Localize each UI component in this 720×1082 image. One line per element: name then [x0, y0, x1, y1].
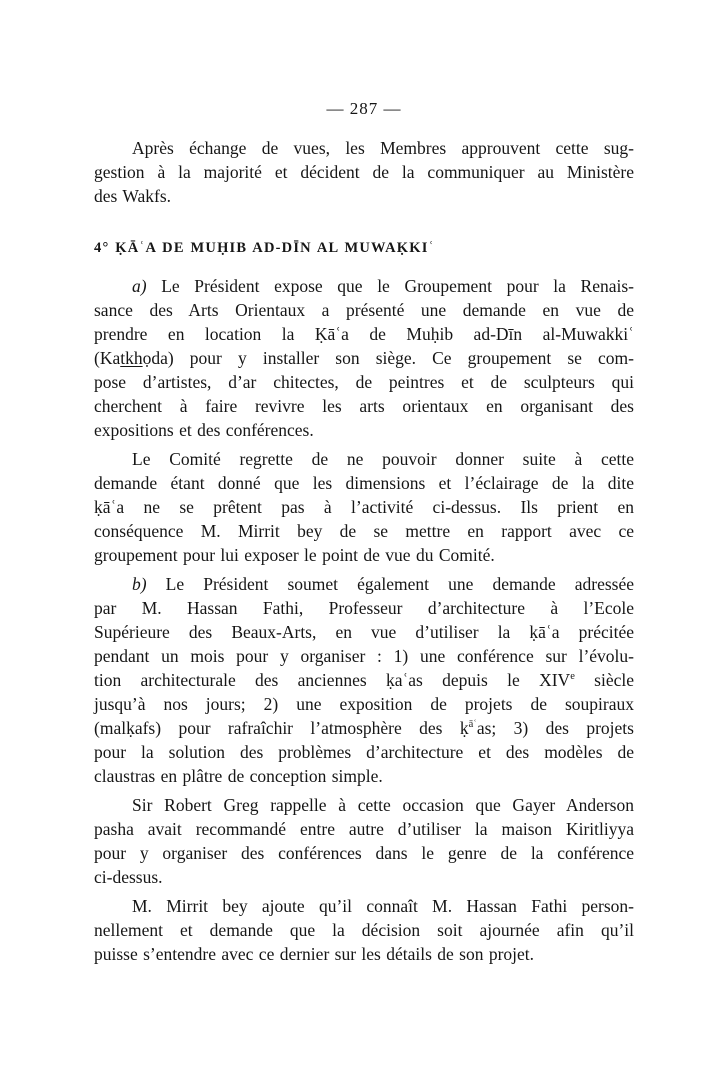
- page-body: [94, 136, 634, 966]
- text-line: ci-dessus.: [94, 867, 163, 887]
- text-line: (malḳafs) pour rafraîchir l’atmosphère des ḳ$^{āʿ}$as; 3) des projets: [94, 718, 634, 738]
- text-line: groupement pour lui exposer le point de vue du Comité.: [94, 545, 495, 565]
- text-line: (Katkhọda) pour y installer son siège. Ce groupement se com-: [94, 348, 634, 368]
- text-line: pour y organiser des conférences dans le genre de la conférence: [94, 843, 634, 863]
- text-line: des Wakfs.: [94, 186, 172, 206]
- para-mirrit: [94, 894, 634, 966]
- section-heading: [94, 238, 634, 258]
- text-line: pasha avait recommandé entre autre d’utiliser la maison Kiritliyya: [94, 819, 634, 839]
- text-line: tion architecturale des anciennes ḳaʿas depuis le XIVe siècle: [94, 670, 634, 690]
- text-line: jusqu’à nos jours; 2) une exposition de projets de soupiraux: [94, 694, 634, 714]
- text-line: pour la solution des problèmes d’architecture et des modèles de: [94, 742, 634, 762]
- text-line: pose d’artistes, d’ar chitectes, de peintres et de sculpteurs qui: [94, 372, 634, 392]
- para-b: [94, 572, 634, 788]
- para-greg: [94, 793, 634, 889]
- text-line: Le Comité regrette de ne pouvoir donner suite à cette: [132, 449, 634, 469]
- text-line: gestion à la majorité et décident de la communiquer au Ministère: [94, 162, 634, 182]
- text-line: Après échange de vues, les Membres approuvent cette sug-: [132, 138, 634, 158]
- text-line: 4° ḲĀʿA DE MUḤIB AD-DĪN AL MUWAḲKIʿ: [94, 240, 435, 256]
- text-line: par M. Hassan Fathi, Professeur d’architecture à l’Ecole: [94, 598, 634, 618]
- text-line: nellement et demande que la décision soit ajournée afin qu’il: [94, 920, 634, 940]
- text-line: conséquence M. Mirrit bey de se mettre en rapport avec ce: [94, 521, 634, 541]
- text-line: M. Mirrit bey ajoute qu’il connaît M. Hassan Fathi person-: [132, 896, 634, 916]
- text-line: a) Le Président expose que le Groupement pour la Renais-: [132, 276, 634, 296]
- page-number: — 287 —: [326, 99, 402, 118]
- text-line: prendre en location la Ḳāʿa de Muḥib ad-Dīn al-Muwakkiʿ: [94, 324, 634, 344]
- text-line: expositions et des conférences.: [94, 420, 314, 440]
- para-approval: [94, 136, 634, 208]
- text-line: Sir Robert Greg rappelle à cette occasion que Gayer Anderson: [132, 795, 634, 815]
- text-line: ḳāʿa ne se prêtent pas à l’activité ci-dessus. Ils prient en: [94, 497, 634, 517]
- text-line: sance des Arts Orientaux a présenté une demande en vue de: [94, 300, 634, 320]
- text-line: Supérieure des Beaux-Arts, en vue d’utiliser la ḳāʿa précitée: [94, 622, 634, 642]
- text-line: cherchent à faire revivre les arts orientaux en organisant des: [94, 396, 634, 416]
- text-line: demande étant donné que les dimensions et l’éclairage de la dite: [94, 473, 634, 493]
- text-line: pendant un mois pour y organiser : 1) une conférence sur l’évolu-: [94, 646, 634, 666]
- text-line: b) Le Président soumet également une demande adressée: [132, 574, 634, 594]
- text-block: [94, 100, 634, 966]
- para-a: [94, 274, 634, 442]
- text-line: claustras en plâtre de conception simple.: [94, 766, 383, 786]
- text-line: puisse s’entendre avec ce dernier sur les détails de son projet.: [94, 944, 535, 964]
- para-comite: [94, 447, 634, 567]
